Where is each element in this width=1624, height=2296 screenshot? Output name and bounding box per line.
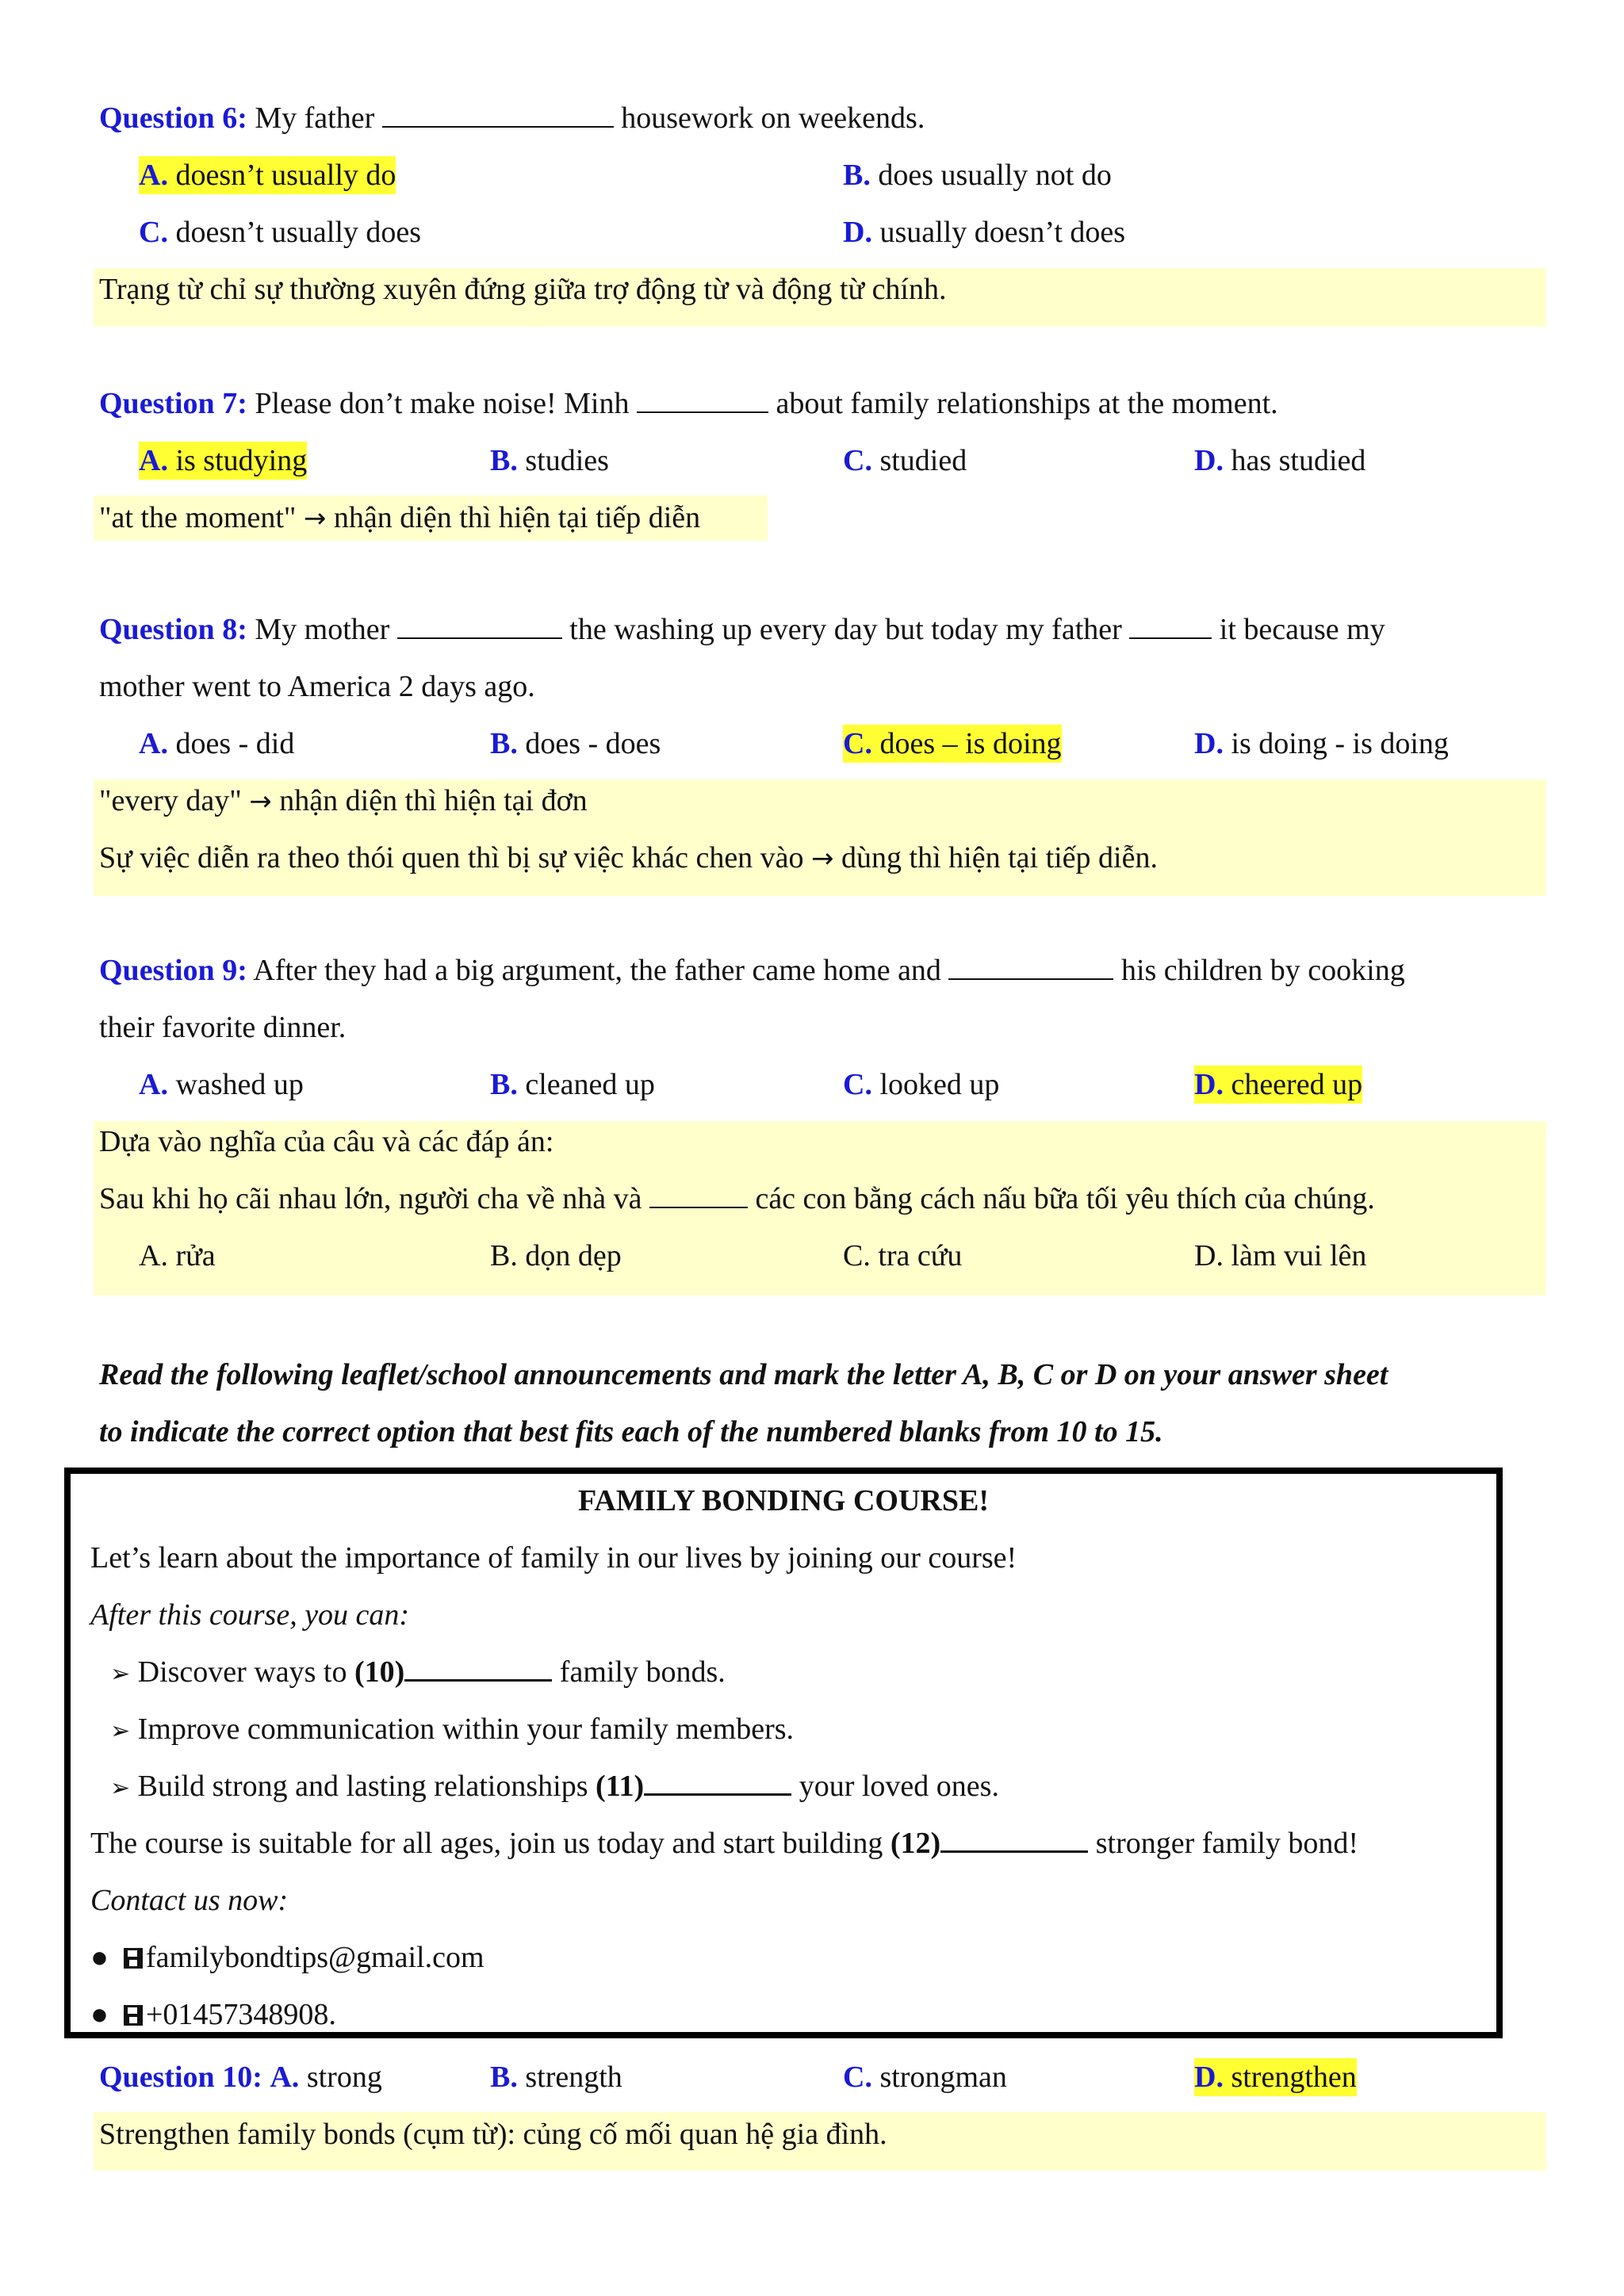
option-c-correct: C. does – is doing bbox=[843, 725, 1062, 763]
answer-blank bbox=[1129, 612, 1212, 639]
leaflet-title: FAMILY BONDING COURSE! bbox=[578, 1484, 989, 1517]
question-10-stem: Question 10: A. strong bbox=[99, 2061, 382, 2094]
translation-d: D. làm vui lên bbox=[1194, 1239, 1367, 1272]
option-b: B. does - does bbox=[490, 727, 661, 760]
option-a: A. does - did bbox=[139, 727, 295, 760]
explanation-note: "every day" → nhận diện thì hiện tại đơn Sự việc diễn ra theo thói quen thì bị sự việc khác chen vào → dùng thì hiện tại tiếp diễn. bbox=[94, 779, 1546, 896]
translation-a: A. rửa bbox=[139, 1239, 216, 1272]
translation-c: C. tra cứu bbox=[843, 1239, 963, 1272]
translation-b: B. dọn dẹp bbox=[490, 1239, 622, 1272]
option-c: C. strongman bbox=[843, 2061, 1007, 2094]
leaflet-phone: ● +01457348908. bbox=[90, 1998, 336, 2031]
leaflet-contact: Contact us now: bbox=[90, 1884, 289, 1917]
answer-blank bbox=[397, 612, 562, 639]
option-d-correct: D. strengthen bbox=[1194, 2058, 1357, 2096]
option-b: B. studies bbox=[490, 444, 609, 477]
question-number: Question 10: bbox=[99, 2061, 262, 2094]
arrow-right-icon: → bbox=[303, 503, 327, 534]
option-a-correct: A. is studying bbox=[139, 442, 307, 480]
answer-blank bbox=[382, 101, 614, 128]
floppy-disk-icon bbox=[124, 1948, 143, 1969]
answer-blank bbox=[644, 1768, 791, 1796]
leaflet-box bbox=[64, 1468, 1503, 2038]
explanation-note: Strengthen family bonds (cụm từ): củng cố mối quan hệ gia đình. bbox=[94, 2112, 1546, 2171]
leaflet-suitable: The course is suitable for all ages, join us today and start building (12) stronger family bond! bbox=[90, 1827, 1359, 1860]
leaflet-bullet-1: ➢ Discover ways to (10) family bonds. bbox=[110, 1655, 726, 1689]
option-d: D. is doing - is doing bbox=[1194, 727, 1449, 760]
answer-blank bbox=[404, 1654, 552, 1682]
arrow-right-icon: → bbox=[811, 843, 834, 874]
bullet-dot-icon: ● bbox=[90, 1998, 109, 2031]
answer-blank bbox=[637, 386, 768, 413]
question-8-stem: Question 8: My mother the washing up every day but today my father it because my bbox=[99, 613, 1385, 646]
option-c: C. looked up bbox=[843, 1068, 1000, 1101]
leaflet-after: After this course, you can: bbox=[90, 1598, 410, 1632]
answer-blank bbox=[948, 953, 1113, 980]
question-8-stem-line2: mother went to America 2 days ago. bbox=[99, 670, 535, 703]
explanation-note: Trạng từ chỉ sự thường xuyên đứng giữa trợ động từ và động từ chính. bbox=[94, 268, 1546, 327]
bullet-dot-icon: ● bbox=[90, 1941, 109, 1974]
bullet-triangle-icon: ➢ bbox=[110, 1717, 131, 1745]
bullet-triangle-icon: ➢ bbox=[110, 1774, 131, 1802]
instructions-line-2: to indicate the correct option that best fits each of the numbered blanks from 10 to 15. bbox=[99, 1415, 1163, 1448]
question-number: Question 8: bbox=[99, 613, 247, 646]
option-a-correct: A. doesn’t usually do bbox=[139, 156, 396, 194]
bullet-triangle-icon: ➢ bbox=[110, 1660, 131, 1688]
question-number: Question 9: bbox=[99, 954, 247, 987]
option-a: A. washed up bbox=[139, 1068, 304, 1101]
floppy-disk-icon bbox=[124, 2005, 143, 2026]
arrow-right-icon: → bbox=[249, 786, 272, 817]
option-c: C. studied bbox=[843, 444, 967, 477]
question-9-stem: Question 9: After they had a big argument, the father came home and his children by cooking bbox=[99, 954, 1405, 987]
leaflet-bullet-3: ➢ Build strong and lasting relationships (11) your loved ones. bbox=[110, 1770, 999, 1803]
option-b: B. cleaned up bbox=[490, 1068, 655, 1101]
question-number: Question 6: bbox=[99, 101, 247, 135]
option-b: B. strength bbox=[490, 2061, 622, 2094]
option-b: B. does usually not do bbox=[843, 159, 1112, 192]
instructions-line-1: Read the following leaflet/school announcements and mark the letter A, B, C or D on your answer sheet bbox=[99, 1358, 1388, 1391]
leaflet-bullet-2: ➢ Improve communication within your family members. bbox=[110, 1712, 795, 1746]
explanation-note: "at the moment" → nhận diện thì hiện tại tiếp diễn bbox=[94, 496, 768, 541]
option-d: D. usually doesn’t does bbox=[843, 216, 1126, 249]
answer-blank bbox=[649, 1181, 748, 1208]
explanation-note: Dựa vào nghĩa của câu và các đáp án: Sau khi họ cãi nhau lớn, người cha về nhà và các con bằng cách nấu bữa tối yêu thích của chúng. A. rửa B. dọn dẹp C. tra cứu D. làm vui lên bbox=[94, 1121, 1546, 1295]
question-9-stem-line2: their favorite dinner. bbox=[99, 1011, 347, 1044]
option-c: C. doesn’t usually does bbox=[139, 216, 422, 249]
answer-blank bbox=[940, 1825, 1088, 1853]
option-d-correct: D. cheered up bbox=[1194, 1066, 1362, 1104]
leaflet-intro: Let’s learn about the importance of family in our lives by joining our course! bbox=[90, 1541, 1017, 1575]
leaflet-email: ● familybondtips@gmail.com bbox=[90, 1941, 485, 1974]
question-7-stem: Question 7: Please don’t make noise! Minh about family relationships at the moment. bbox=[99, 387, 1278, 420]
question-6-stem: Question 6: My father housework on weekends. bbox=[99, 101, 925, 135]
question-number: Question 7: bbox=[99, 387, 247, 420]
option-d: D. has studied bbox=[1194, 444, 1366, 477]
